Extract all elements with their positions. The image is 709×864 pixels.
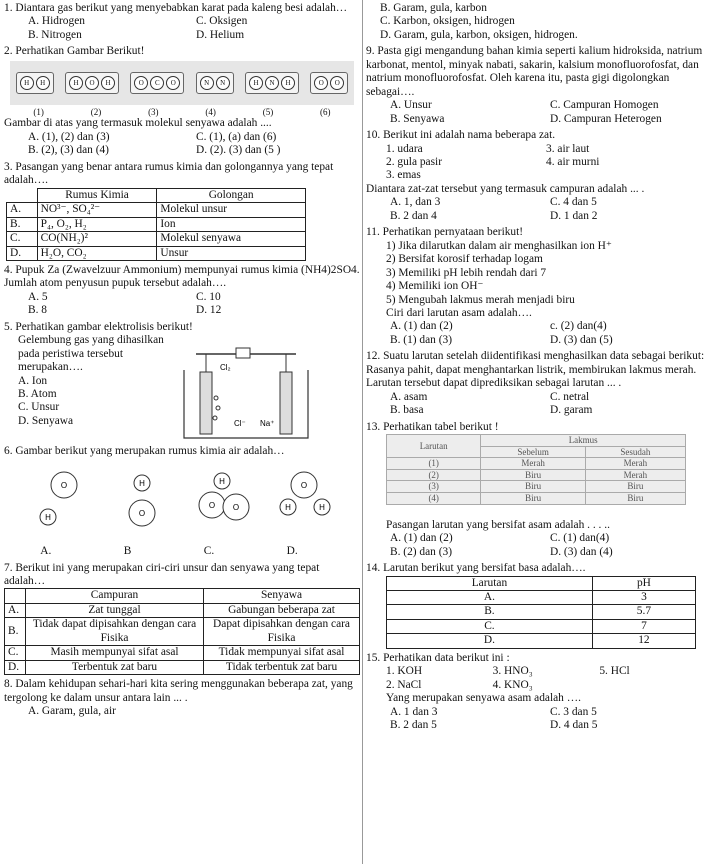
option-b[interactable]: B. Nitrogen [28,28,82,41]
svg-text:O: O [60,480,68,490]
question-4 [4,264,360,318]
table-header: Lakmus [481,435,686,447]
question-text: 2. Perhatikan Gambar Berikut! [4,45,145,58]
list-item: 2) Bersifat korosif terhadap logam [386,253,543,266]
question-prompt: Ciri dari larutan asam adalah…. [386,306,532,319]
list-item: 1) Jika dilarutkan dalam air menghasilkan ion H⁺ [386,239,612,252]
option-a[interactable]: A. Ion [18,374,48,387]
svg-text:O: O [300,480,308,490]
question-9 [366,45,706,126]
cl2-label: Cl₂ [220,363,231,373]
question-prompt: Gambar di atas yang termasuk molekul senyawa adalah .... [4,117,272,130]
list-item: 4. air murni [546,155,600,168]
question-text: 8. Dalam kehidupan sehari-hari kita sering menggunakan beberapa zat, yang tergolong ke dalam unsur antara lain ... . [4,678,353,704]
question-11 [366,226,706,347]
option-c-molecule [199,473,249,520]
water-formula-figure [4,459,334,541]
option-a-molecule [40,472,77,525]
svg-text:O: O [208,500,216,510]
question-text: 14. Larutan berikut yang bersifat basa adalah…. [366,562,586,575]
option-d[interactable]: D. [286,545,298,558]
molecule-1-image: H H [16,72,54,94]
option-c[interactable]: C. Karbon, oksigen, hidrogen [380,15,515,28]
option-c[interactable]: C. 3 dan 5 [550,705,597,718]
table-row: (2) Biru Merah [387,469,686,481]
option-a[interactable]: A. 1, dan 3 [390,196,441,209]
option-c[interactable]: C. [203,545,215,558]
question-10 [366,129,706,223]
table-header: Sebelum [481,446,585,458]
option-d-molecule [280,472,330,515]
option-a[interactable]: A. Garam, gula, air [28,705,116,718]
option-d[interactable]: D. Garam, gula, karbon, oksigen, hidrogen. [380,28,578,41]
molecule-label: (1) [33,106,44,117]
table-header: Sesudah [585,446,685,458]
molecule-label: (3) [148,106,159,117]
option-d[interactable]: D. garam [550,404,593,417]
question-prompt: Yang merupakan senyawa asam adalah …. [386,692,581,705]
table-row[interactable]: B. Tidak dapat dipisahkan dengan cara Fisika Dapat dipisahkan dengan cara Fisika [5,618,360,646]
question-14 [366,562,706,649]
option-d[interactable]: D. 12 [196,304,222,317]
table-row[interactable]: A. Zat tunggal Gabungan beberapa zat [5,603,360,617]
svg-text:H: H [139,478,145,488]
list-item: 1. KOH [386,665,423,678]
question-13 [366,421,706,559]
list-item: 1. udara [386,142,423,155]
svg-text:H: H [319,502,325,512]
question-15 [366,652,706,733]
option-b[interactable]: B. 2 dan 4 [390,209,437,222]
option-b[interactable]: B. basa [390,404,424,417]
option-c[interactable]: C. (1) dan(4) [550,532,610,545]
table-header: Larutan [387,435,481,458]
svg-text:O: O [232,502,240,512]
question-prompt: Pasangan larutan yang bersifat asam adalah . . . .. [386,518,610,531]
electrolysis-diagram [176,334,316,442]
molecule-2-image: H O H [65,72,119,94]
list-item: 3. emas [386,169,421,182]
question-7 [4,562,360,676]
cl-ion-label: Cl⁻ [234,419,246,429]
table-header: Golongan [157,188,306,202]
list-item: 5) Mengubah lakmus merah menjadi biru [386,293,575,306]
question-text: 3. Pasangan yang benar antara rumus kimia dan golongannya yang tepat adalah…. [4,160,334,187]
table-row[interactable]: A. NO³⁻, SO₄²⁻ Molekul unsur [7,203,306,217]
table-row: (4) Biru Biru [387,493,686,505]
option-c[interactable]: C. netral [550,390,590,403]
molecule-6-image: O O [310,72,348,94]
option-d[interactable]: D. Helium [196,28,245,41]
option-a[interactable]: A. Unsur [390,99,432,112]
option-b[interactable]: B. (2), (3) dan (4) [28,144,109,157]
ph-table [386,576,696,649]
option-b[interactable]: B. 2 dan 5 [390,719,437,732]
option-a[interactable]: A. (1), (2) dan (3) [28,130,110,143]
option-c[interactable]: C. Unsur [18,401,60,414]
molecule-labels [10,107,354,118]
left-column [4,2,360,722]
characteristics-table [4,588,360,675]
table-row[interactable]: B. 5.7 [387,605,696,619]
option-c[interactable]: C. Oksigen [196,15,248,28]
option-c[interactable]: C. (1), (a) dan (6) [196,130,277,143]
question-text: 15. Perhatikan data berikut ini : [366,651,510,664]
na-ion-label: Na⁺ [260,419,275,429]
right-column [366,2,706,736]
option-a[interactable]: A. Hidrogen [28,15,85,28]
question-2 [4,45,360,157]
question-text: 13. Perhatikan tabel berikut ! [366,420,499,433]
option-d[interactable]: D. 4 dan 5 [550,719,598,732]
option-a[interactable]: A. (1) dan (2) [390,320,453,333]
table-row[interactable]: D. H₂O, CO₂ Unsur [7,246,306,260]
option-b[interactable]: B. Garam, gula, karbon [380,2,487,14]
option-c[interactable]: c. (2) dan(4) [550,320,607,333]
question-1 [4,2,360,42]
table-row[interactable]: D. 12 [387,634,696,648]
molecule-label: (4) [205,106,216,117]
question-text: 4. Pupuk Za (Zwavelzuur Ammonium) mempunyai rumus kimia (NH4)2SO4. Jumlah atom penyusun pupuk tersebut adalah…. [4,263,360,290]
option-c[interactable]: C. 4 dan 5 [550,196,597,209]
molecule-figure [10,61,354,105]
molecule-4-image: N N [196,72,234,94]
question-text: 12. Suatu larutan setelah diidentifikasi menghasilkan data sebagai berikut: Rasanya pahit, dapat menghantarkan listrik, membirukan lakmus merah. Larutan tersebut dapat diprediksikan sebagai larutan ... . [366,350,705,390]
svg-text:H: H [285,502,291,512]
table-row[interactable]: A. 3 [387,590,696,604]
question-5 [4,321,360,442]
table-header: Larutan [387,576,593,590]
formula-table [6,188,306,261]
option-d[interactable]: D. 1 dan 2 [550,209,598,222]
option-c[interactable]: C. Campuran Homogen [550,99,659,112]
question-8 [4,678,360,718]
table-row[interactable]: C. Masih mempunyai sifat asal Tidak mempunyai sifat asal [5,646,360,660]
option-d[interactable]: D. (2). (3) dan (5 ) [196,144,281,157]
option-b-molecule [129,475,155,526]
question-12 [366,350,706,417]
table-row[interactable]: B. P₄, O₂, H₂ Ion [7,217,306,231]
list-item: 4. KNO₃ [492,678,533,691]
table-row: (3) Biru Biru [387,481,686,493]
list-item: 2. gula pasir [386,155,442,168]
question-text: 5. Perhatikan gambar elektrolisis berikut! [4,320,193,333]
list-item: 2. NaCl [386,678,422,691]
question-text: 11. Perhatikan pernyataan berikut! [366,226,524,239]
option-d[interactable]: D. Campuran Heterogen [550,112,662,125]
option-a[interactable]: A. 5 [28,290,48,303]
option-b[interactable]: B. Atom [18,388,57,401]
option-b[interactable]: B. 8 [28,304,47,317]
option-a[interactable]: A. asam [390,390,428,403]
list-item: 5. HCl [599,665,630,678]
question-text: 10. Berikut ini adalah nama beberapa zat. [366,129,556,142]
molecule-label: (2) [90,106,102,117]
question-body: Gelembung gas yang dihasilkan pada peristiwa tersebut merupakan…. [18,334,164,374]
option-b[interactable]: B. Senyawa [390,112,445,125]
option-d[interactable]: D. Senyawa [18,414,74,427]
question-prompt: Diantara zat-zat tersebut yang termasuk campuran adalah ... . [366,182,645,195]
list-item: 4) Memiliki ion OH⁻ [386,280,484,293]
question-3 [4,161,360,261]
question-6 [4,445,360,558]
column-divider [362,0,363,864]
option-b[interactable]: B. (1) dan (3) [390,333,452,346]
option-d[interactable]: D. (3) dan (5) [550,333,613,346]
table-row[interactable]: C. 7 [387,619,696,633]
table-header: pH [592,576,695,590]
litmus-table [386,434,686,505]
option-a[interactable]: A. [40,545,52,558]
list-item: 3) Memiliki pH lebih rendah dari 7 [386,266,547,279]
table-row[interactable]: D. Terbentuk zat baru Tidak terbentuk zat baru [5,660,360,674]
list-item: 3. air laut [546,142,590,155]
table-row[interactable]: C. CO(NH₂)² Molekul senyawa [7,232,306,246]
question-text: 6. Gambar berikut yang merupakan rumus kimia air adalah… [4,445,285,458]
molecule-label: (5) [262,106,274,117]
molecule-label: (6) [320,106,331,117]
option-b[interactable]: B. (2) dan (3) [390,545,452,558]
question-text: 7. Berikut ini yang merupakan ciri-ciri unsur dan senyawa yang tepat adalah… [4,561,320,588]
question-8-continued [366,2,706,42]
option-a[interactable]: A. (1) dan (2) [390,532,453,545]
option-a[interactable]: A. 1 dan 3 [390,705,438,718]
molecule-3-image: O C O [130,72,184,94]
question-text: 9. Pasta gigi mengandung bahan kimia seperti kalium hidroksida, natrium karbonat, mentol, minyak nabati, sakarin, kalsium monofluorofosfat, dan natrium monofluorofosfat. Oleh karena itu, pasta gigi digolongkan sebagai…. [366,45,703,98]
option-c[interactable]: C. 10 [196,290,221,303]
option-d[interactable]: D. (3) dan (4) [550,545,613,558]
svg-text:O: O [138,508,146,518]
table-header: Senyawa [204,589,360,603]
svg-text:H: H [219,476,225,486]
list-item: 3. HNO₃ [492,665,533,678]
table-header: Campuran [26,589,204,603]
svg-text:H: H [45,512,51,522]
table-row: (1) Merah Merah [387,458,686,470]
question-text: 1. Diantara gas berikut yang menyebabkan karat pada kaleng besi adalah… [4,2,348,14]
molecule-5-image: H N H [245,72,299,94]
option-b[interactable]: B [123,545,132,558]
table-header: Rumus Kimia [37,188,157,202]
